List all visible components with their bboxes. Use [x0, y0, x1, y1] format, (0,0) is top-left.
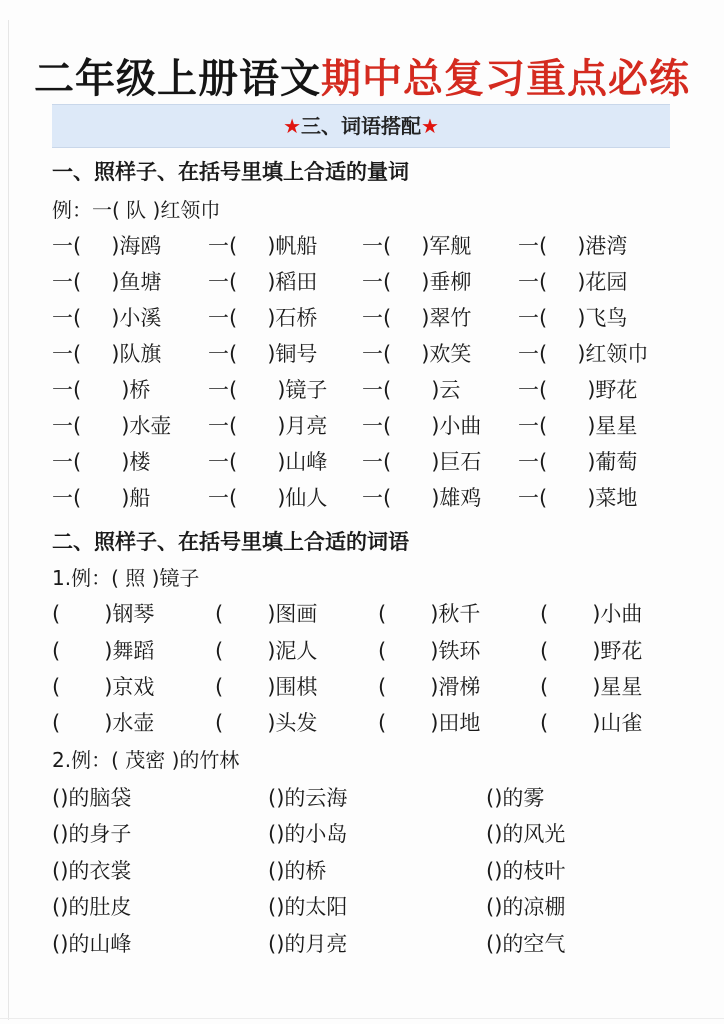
title-red-part: 期中总复习重点必练 — [321, 56, 690, 102]
close-bracket: ) — [577, 342, 586, 366]
measure-word-item — [362, 448, 481, 476]
word-pair-item — [540, 673, 642, 701]
close-bracket: ) — [111, 306, 120, 330]
word-text: 巨石 — [439, 450, 482, 474]
word-text: 舞蹈 — [112, 639, 155, 663]
close-bracket: ) — [592, 711, 601, 735]
measure-word-item — [52, 232, 161, 260]
measure-word-item — [208, 484, 327, 512]
close-bracket: ) — [421, 306, 430, 330]
close-bracket: ) — [431, 414, 440, 438]
close-bracket: ) — [121, 414, 130, 438]
adjective-pair-item — [52, 930, 131, 958]
open-bracket: ( — [52, 711, 61, 735]
measure-word-item — [52, 268, 161, 296]
word-text: 船 — [129, 486, 151, 510]
close-bracket: ) — [430, 602, 439, 626]
word-text: 水壶 — [112, 711, 155, 735]
section2-heading: 二、照样子、在括号里填上合适的词语 — [52, 530, 409, 554]
open-bracket: 一( — [362, 342, 392, 366]
open-bracket: ( — [268, 822, 277, 846]
word-pair-item — [52, 600, 154, 628]
close-bracket: ) — [494, 932, 503, 956]
word-pair-item — [52, 637, 154, 665]
word-text: 山峰 — [285, 450, 328, 474]
open-bracket: 一( — [518, 414, 548, 438]
open-bracket: ( — [540, 602, 549, 626]
open-bracket: 一( — [52, 270, 82, 294]
open-bracket: ( — [215, 639, 224, 663]
page-title — [0, 54, 724, 104]
close-bracket: ) — [60, 859, 69, 883]
close-bracket: ) — [267, 675, 276, 699]
close-bracket: ) — [577, 270, 586, 294]
open-bracket: 一( — [518, 342, 548, 366]
close-bracket: ) — [104, 639, 113, 663]
word-text: 港湾 — [585, 234, 628, 258]
word-text: 的空气 — [502, 932, 566, 956]
open-bracket: 一( — [208, 342, 238, 366]
word-text: 飞鸟 — [585, 306, 628, 330]
open-bracket: ( — [268, 859, 277, 883]
word-text: 的凉棚 — [502, 895, 566, 919]
adjective-pair-item — [486, 893, 565, 921]
close-bracket: ) — [276, 786, 285, 810]
open-bracket: ( — [52, 895, 61, 919]
adjective-pair-item — [268, 857, 326, 885]
close-bracket: ) — [267, 602, 276, 626]
open-bracket: ( — [486, 822, 495, 846]
close-bracket: ) — [592, 602, 601, 626]
word-text: 的身子 — [68, 822, 132, 846]
open-bracket: 一( — [52, 342, 82, 366]
word-pair-item — [215, 600, 317, 628]
measure-word-item — [518, 232, 627, 260]
section2-part1-example: 1.例：( 照 )镜子 — [52, 566, 200, 590]
star-icon-left: ★ — [283, 114, 301, 138]
close-bracket: ) — [121, 450, 130, 474]
close-bracket: ) — [431, 486, 440, 510]
word-text: 花园 — [585, 270, 628, 294]
measure-word-item — [518, 484, 637, 512]
word-pair-item — [540, 637, 642, 665]
open-bracket: ( — [215, 711, 224, 735]
close-bracket: ) — [592, 639, 601, 663]
word-text: 队旗 — [119, 342, 162, 366]
open-bracket: 一( — [52, 414, 82, 438]
open-bracket: ( — [52, 675, 61, 699]
measure-word-item — [208, 448, 327, 476]
word-text: 翠竹 — [429, 306, 472, 330]
close-bracket: ) — [267, 234, 276, 258]
word-text: 稻田 — [275, 270, 318, 294]
open-bracket: 一( — [52, 306, 82, 330]
open-bracket: ( — [268, 932, 277, 956]
word-text: 石桥 — [275, 306, 318, 330]
open-bracket: 一( — [518, 486, 548, 510]
close-bracket: ) — [277, 486, 286, 510]
open-bracket: 一( — [208, 306, 238, 330]
word-text: 的风光 — [502, 822, 566, 846]
word-text: 海鸥 — [119, 234, 162, 258]
close-bracket: ) — [431, 378, 440, 402]
measure-word-item — [518, 340, 648, 368]
word-text: 云 — [439, 378, 461, 402]
open-bracket: 一( — [362, 450, 392, 474]
close-bracket: ) — [111, 234, 120, 258]
measure-word-item — [52, 448, 150, 476]
section1-example: 例：一( 队 )红领巾 — [52, 198, 221, 222]
close-bracket: ) — [104, 675, 113, 699]
adjective-pair-item — [52, 784, 131, 812]
measure-word-item — [362, 484, 481, 512]
adjective-pair-item — [52, 893, 131, 921]
page-left-edge — [8, 20, 9, 1020]
open-bracket: 一( — [518, 234, 548, 258]
close-bracket: ) — [277, 414, 286, 438]
word-text: 滑梯 — [438, 675, 481, 699]
open-bracket: 一( — [208, 414, 238, 438]
close-bracket: ) — [421, 342, 430, 366]
close-bracket: ) — [276, 859, 285, 883]
open-bracket: 一( — [518, 378, 548, 402]
open-bracket: 一( — [518, 450, 548, 474]
open-bracket: 一( — [208, 450, 238, 474]
open-bracket: ( — [486, 786, 495, 810]
adjective-pair-item — [486, 820, 565, 848]
word-pair-item — [378, 600, 480, 628]
word-text: 小溪 — [119, 306, 162, 330]
page-bottom-edge — [0, 1018, 724, 1019]
star-icon-right: ★ — [421, 114, 439, 138]
word-text: 铜号 — [275, 342, 318, 366]
close-bracket: ) — [587, 378, 596, 402]
close-bracket: ) — [431, 450, 440, 474]
measure-word-item — [518, 376, 637, 404]
open-bracket: ( — [486, 932, 495, 956]
open-bracket: 一( — [52, 450, 82, 474]
open-bracket: 一( — [362, 486, 392, 510]
close-bracket: ) — [111, 270, 120, 294]
open-bracket: 一( — [362, 234, 392, 258]
close-bracket: ) — [421, 270, 430, 294]
word-text: 星星 — [595, 414, 638, 438]
close-bracket: ) — [421, 234, 430, 258]
open-bracket: ( — [378, 639, 387, 663]
measure-word-item — [518, 268, 627, 296]
word-text: 雄鸡 — [439, 486, 482, 510]
measure-word-item — [208, 376, 327, 404]
word-text: 的枝叶 — [502, 859, 566, 883]
word-text: 的脑袋 — [68, 786, 132, 810]
word-text: 山雀 — [600, 711, 643, 735]
close-bracket: ) — [267, 306, 276, 330]
open-bracket: ( — [378, 675, 387, 699]
measure-word-item — [518, 304, 627, 332]
close-bracket: ) — [494, 895, 503, 919]
measure-word-item — [52, 376, 150, 404]
word-text: 的小岛 — [284, 822, 348, 846]
word-text: 的桥 — [284, 859, 327, 883]
close-bracket: ) — [121, 486, 130, 510]
close-bracket: ) — [60, 786, 69, 810]
close-bracket: ) — [277, 450, 286, 474]
word-text: 帆船 — [275, 234, 318, 258]
measure-word-item — [208, 412, 327, 440]
close-bracket: ) — [121, 378, 130, 402]
close-bracket: ) — [430, 675, 439, 699]
close-bracket: ) — [577, 306, 586, 330]
open-bracket: ( — [52, 639, 61, 663]
open-bracket: ( — [52, 859, 61, 883]
word-text: 钢琴 — [112, 602, 155, 626]
adjective-pair-item — [486, 930, 565, 958]
word-text: 欢笑 — [429, 342, 472, 366]
close-bracket: ) — [276, 895, 285, 919]
adjective-pair-item — [52, 857, 131, 885]
close-bracket: ) — [577, 234, 586, 258]
close-bracket: ) — [276, 932, 285, 956]
word-text: 仙人 — [285, 486, 328, 510]
adjective-pair-item — [486, 784, 544, 812]
open-bracket: 一( — [52, 486, 82, 510]
word-text: 图画 — [275, 602, 318, 626]
adjective-pair-item — [268, 930, 347, 958]
word-text: 菜地 — [595, 486, 638, 510]
word-text: 的衣裳 — [68, 859, 132, 883]
close-bracket: ) — [276, 822, 285, 846]
word-text: 的雾 — [502, 786, 545, 810]
measure-word-item — [518, 412, 637, 440]
word-pair-item — [52, 673, 154, 701]
adjective-pair-item — [486, 857, 565, 885]
word-text: 野花 — [595, 378, 638, 402]
word-text: 的云海 — [284, 786, 348, 810]
measure-word-item — [208, 340, 317, 368]
adjective-pair-item — [268, 820, 347, 848]
word-text: 桥 — [129, 378, 151, 402]
word-text: 田地 — [438, 711, 481, 735]
open-bracket: ( — [52, 786, 61, 810]
section2-part2-example: 2.例：( 茂密 )的竹林 — [52, 748, 240, 772]
open-bracket: ( — [52, 932, 61, 956]
word-text: 红领巾 — [585, 342, 649, 366]
word-text: 的太阳 — [284, 895, 348, 919]
word-pair-item — [52, 709, 154, 737]
word-text: 的肚皮 — [68, 895, 132, 919]
open-bracket: ( — [52, 822, 61, 846]
word-pair-item — [215, 709, 317, 737]
close-bracket: ) — [587, 486, 596, 510]
word-text: 围棋 — [275, 675, 318, 699]
word-text: 葡萄 — [595, 450, 638, 474]
measure-word-item — [208, 232, 317, 260]
measure-word-item — [208, 304, 317, 332]
word-pair-item — [378, 673, 480, 701]
measure-word-item — [362, 304, 471, 332]
measure-word-item — [208, 268, 317, 296]
open-bracket: ( — [486, 859, 495, 883]
open-bracket: 一( — [208, 378, 238, 402]
word-text: 水壶 — [129, 414, 172, 438]
measure-word-item — [362, 268, 471, 296]
open-bracket: ( — [540, 711, 549, 735]
measure-word-item — [518, 448, 637, 476]
open-bracket: 一( — [518, 270, 548, 294]
word-text: 铁环 — [438, 639, 481, 663]
close-bracket: ) — [494, 822, 503, 846]
open-bracket: ( — [486, 895, 495, 919]
word-text: 头发 — [275, 711, 318, 735]
section-banner — [52, 104, 670, 148]
measure-word-item — [52, 412, 171, 440]
banner-label: 三、词语搭配 — [301, 114, 421, 138]
adjective-pair-item — [52, 820, 131, 848]
measure-word-item — [52, 484, 150, 512]
measure-word-item — [362, 412, 481, 440]
close-bracket: ) — [587, 450, 596, 474]
word-pair-item — [378, 637, 480, 665]
close-bracket: ) — [277, 378, 286, 402]
open-bracket: ( — [268, 786, 277, 810]
measure-word-item — [52, 340, 161, 368]
word-text: 的月亮 — [284, 932, 348, 956]
close-bracket: ) — [430, 639, 439, 663]
word-pair-item — [215, 637, 317, 665]
close-bracket: ) — [267, 270, 276, 294]
adjective-pair-item — [268, 893, 347, 921]
word-pair-item — [540, 709, 642, 737]
word-text: 鱼塘 — [119, 270, 162, 294]
close-bracket: ) — [592, 675, 601, 699]
word-text: 京戏 — [112, 675, 155, 699]
word-text: 星星 — [600, 675, 643, 699]
close-bracket: ) — [111, 342, 120, 366]
word-text: 月亮 — [285, 414, 328, 438]
open-bracket: ( — [215, 602, 224, 626]
open-bracket: 一( — [362, 306, 392, 330]
measure-word-item — [362, 340, 471, 368]
measure-word-item — [362, 232, 471, 260]
adjective-pair-item — [268, 784, 347, 812]
title-black-part: 二年级上册语文 — [34, 56, 321, 102]
open-bracket: 一( — [362, 378, 392, 402]
word-text: 小曲 — [600, 602, 643, 626]
word-text: 军舰 — [429, 234, 472, 258]
open-bracket: 一( — [208, 486, 238, 510]
word-text: 野花 — [600, 639, 643, 663]
word-pair-item — [378, 709, 480, 737]
open-bracket: ( — [540, 639, 549, 663]
close-bracket: ) — [494, 859, 503, 883]
word-text: 镜子 — [285, 378, 328, 402]
close-bracket: ) — [494, 786, 503, 810]
close-bracket: ) — [267, 342, 276, 366]
open-bracket: ( — [378, 711, 387, 735]
open-bracket: ( — [52, 602, 61, 626]
close-bracket: ) — [430, 711, 439, 735]
word-pair-item — [540, 600, 642, 628]
close-bracket: ) — [267, 639, 276, 663]
close-bracket: ) — [104, 602, 113, 626]
open-bracket: ( — [215, 675, 224, 699]
close-bracket: ) — [60, 932, 69, 956]
close-bracket: ) — [587, 414, 596, 438]
close-bracket: ) — [267, 711, 276, 735]
open-bracket: 一( — [208, 270, 238, 294]
word-text: 垂柳 — [429, 270, 472, 294]
word-text: 小曲 — [439, 414, 482, 438]
section1-heading: 一、照样子、在括号里填上合适的量词 — [52, 160, 409, 184]
word-text: 楼 — [129, 450, 151, 474]
open-bracket: 一( — [208, 234, 238, 258]
close-bracket: ) — [60, 895, 69, 919]
word-text: 的山峰 — [68, 932, 132, 956]
open-bracket: ( — [268, 895, 277, 919]
measure-word-item — [362, 376, 460, 404]
word-text: 秋千 — [438, 602, 481, 626]
open-bracket: 一( — [362, 414, 392, 438]
close-bracket: ) — [60, 822, 69, 846]
open-bracket: 一( — [362, 270, 392, 294]
open-bracket: ( — [378, 602, 387, 626]
word-text: 泥人 — [275, 639, 318, 663]
open-bracket: ( — [540, 675, 549, 699]
measure-word-item — [52, 304, 161, 332]
open-bracket: 一( — [52, 378, 82, 402]
close-bracket: ) — [104, 711, 113, 735]
open-bracket: 一( — [52, 234, 82, 258]
word-pair-item — [215, 673, 317, 701]
open-bracket: 一( — [518, 306, 548, 330]
